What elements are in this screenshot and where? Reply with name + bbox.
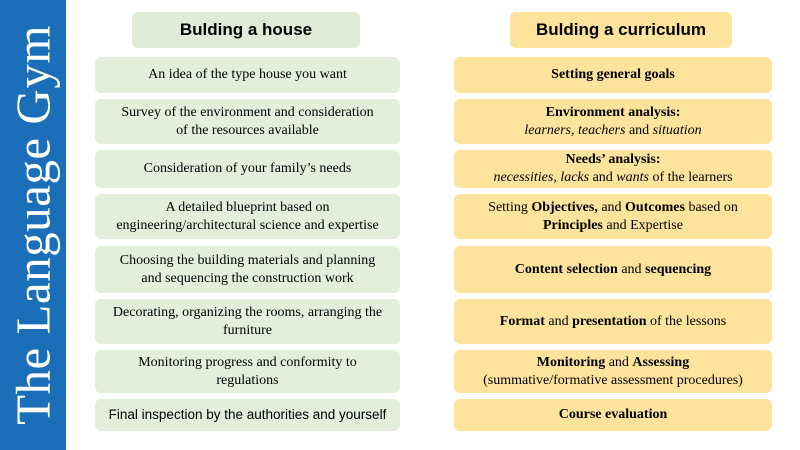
- curriculum-step-text: Needs’ analysis:: [565, 152, 661, 167]
- curriculum-step-7: [454, 350, 772, 393]
- curriculum-step-text: situation: [652, 122, 702, 138]
- curriculum-step-text: and: [597, 199, 626, 215]
- curriculum-step-4: [454, 194, 772, 239]
- house-step-7: [95, 350, 400, 393]
- curriculum-step-text: based on: [684, 199, 738, 215]
- house-column-header: Bulding a house: [132, 12, 360, 48]
- curriculum-step-text: wants: [616, 170, 649, 185]
- house-step-3: [95, 150, 400, 188]
- house-step-text: Survey of the environment and consideration: [121, 104, 374, 120]
- house-step-text: Final inspection by the authorities and yourself: [108, 407, 387, 422]
- curriculum-step-1: [454, 57, 772, 93]
- curriculum-step-text: necessities: [493, 170, 554, 185]
- curriculum-column-header: Bulding a curriculum: [510, 12, 732, 48]
- curriculum-step-text: presentation: [572, 313, 647, 329]
- house-step-1: [95, 57, 400, 93]
- curriculum-step-text: Environment analysis:: [545, 104, 681, 120]
- curriculum-step-text: and Expertise: [602, 217, 683, 233]
- house-step-5: [95, 246, 400, 293]
- curriculum-step-text: ,: [571, 122, 578, 138]
- curriculum-step-text: sequencing: [645, 261, 712, 277]
- curriculum-step-text: of the learners: [648, 170, 733, 185]
- curriculum-step-text: Course evaluation: [558, 407, 668, 422]
- house-step-4: [95, 194, 400, 239]
- house-step-8: [95, 399, 400, 431]
- house-step-text: regulations: [216, 372, 279, 388]
- curriculum-step-text: and: [617, 261, 646, 277]
- curriculum-step-text: learners: [524, 122, 571, 138]
- sidebar-banner: [0, 0, 66, 450]
- curriculum-step-text: Assessing: [632, 354, 690, 370]
- curriculum-step-text: Objectives,: [531, 199, 598, 215]
- curriculum-step-3: [454, 150, 772, 188]
- house-step-6: [95, 299, 400, 344]
- curriculum-step-text: and: [544, 313, 573, 329]
- house-step-text: Consideration of your family’s needs: [143, 161, 352, 176]
- sidebar-title: The Language Gym: [5, 25, 61, 425]
- curriculum-step-text: Principles: [543, 217, 603, 233]
- house-step-text: Choosing the building materials and planning: [119, 252, 376, 268]
- curriculum-step-8: [454, 399, 772, 431]
- curriculum-step-text: Monitoring: [536, 354, 606, 370]
- curriculum-step-text: (summative/formative assessment procedures): [483, 372, 743, 388]
- house-step-text: of the resources available: [176, 122, 319, 138]
- house-step-text: furniture: [223, 322, 272, 338]
- curriculum-step-text: Setting general goals: [551, 67, 675, 82]
- curriculum-step-text: Content selection: [514, 261, 618, 277]
- curriculum-step-2: [454, 99, 772, 144]
- house-step-text: An idea of the type house you want: [148, 67, 347, 82]
- curriculum-step-5: [454, 246, 772, 293]
- curriculum-step-text: teachers: [578, 122, 626, 138]
- house-step-2: [95, 99, 400, 144]
- curriculum-step-text: ,: [553, 170, 561, 185]
- curriculum-step-6: [454, 299, 772, 344]
- house-step-text: engineering/architectural science and expertise: [116, 217, 379, 233]
- curriculum-step-text: and: [589, 170, 617, 185]
- house-step-text: Decorating, organizing the rooms, arranging the: [112, 304, 383, 320]
- curriculum-step-text: and: [605, 354, 633, 370]
- house-step-text: A detailed blueprint based on: [165, 199, 330, 215]
- house-step-text: and sequencing the construction work: [141, 270, 354, 286]
- curriculum-step-text: Format: [499, 313, 545, 329]
- curriculum-step-text: and: [625, 122, 653, 138]
- curriculum-step-text: Outcomes: [625, 199, 685, 215]
- curriculum-step-text: of the lessons: [646, 313, 727, 329]
- curriculum-step-text: Setting: [488, 199, 532, 215]
- house-step-text: Monitoring progress and conformity to: [138, 354, 357, 370]
- curriculum-step-text: lacks: [560, 170, 590, 185]
